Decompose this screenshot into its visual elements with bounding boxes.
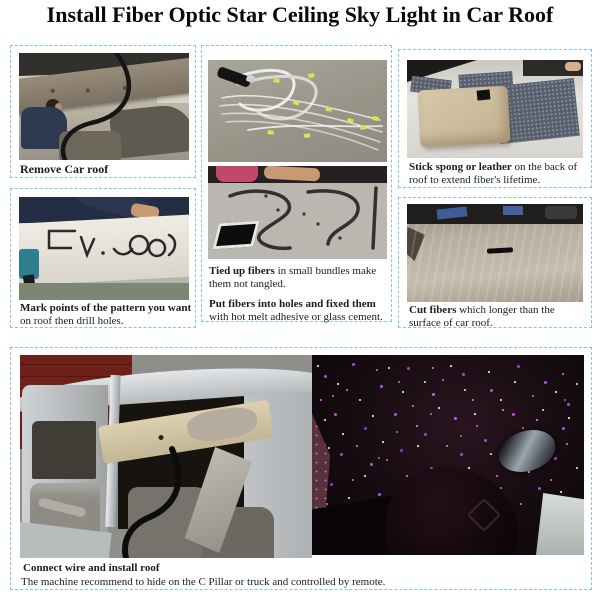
roof-hole-shape — [477, 89, 491, 100]
photo-cut-fibers — [407, 204, 583, 302]
caption-remove-roof: Remove Car roof — [20, 162, 109, 176]
shadow-wedge-shape — [407, 222, 437, 268]
star-dots-amber — [312, 355, 314, 357]
photo-mark-points — [19, 197, 189, 300]
caption-sponge-rest: on the back of roof to extend fiber's lifetime. — [409, 161, 578, 186]
photo-car-door-open — [20, 355, 312, 558]
caption-sponge-bold: Stick spong or leather — [409, 161, 512, 173]
window-shape — [536, 493, 584, 555]
caption-cut-bold: Cut fibers — [409, 304, 457, 316]
photo-fiber-bundle — [208, 60, 387, 162]
panel-fibers — [201, 45, 392, 322]
caption-mark-rest: on roof then drill holes. — [20, 314, 124, 327]
caption-put-fibers — [209, 298, 387, 323]
photo-glue-pattern — [208, 166, 387, 259]
glue-lines-shape — [208, 166, 387, 259]
hand-shape — [565, 62, 581, 71]
page-title: Install Fiber Optic Star Ceiling Sky Light in Car Roof — [46, 2, 554, 27]
photo-sponge — [407, 60, 583, 158]
caption-sponge — [409, 161, 585, 186]
photo-remove-roof — [19, 53, 189, 160]
photo-star-ceiling — [312, 355, 584, 555]
sponge-sheet-shape — [418, 86, 511, 148]
dome-light-shape — [493, 423, 561, 479]
caption-tied-rest: in small bundles make them not tangled. — [209, 265, 377, 290]
tool-shape — [545, 206, 577, 219]
door-seal-cable-shape — [19, 53, 189, 160]
caption-tied-bold: Tied up fibers — [209, 265, 275, 277]
panel-sponge — [398, 49, 592, 188]
floor-shape — [19, 283, 189, 300]
caption-mark-bold: Mark points of the pattern you want — [20, 302, 192, 314]
caption-put-rest: with hot melt adhesive or glass cement. — [209, 310, 383, 323]
caption-put-bold: Put fibers into holes and fixed them — [209, 298, 376, 310]
caption-tied-fibers — [209, 265, 387, 290]
roof-slot-shape — [487, 247, 513, 253]
wire-cable-shape — [20, 355, 312, 558]
caption-cut-fibers — [409, 304, 585, 329]
fiber-strands-shape — [208, 60, 387, 162]
caption-install-title: Connect wire and install roof — [23, 562, 160, 574]
panel-remove-roof — [10, 45, 196, 178]
caption-cut-rest: which longer than the surface of car roof. — [409, 304, 555, 329]
panel-install — [10, 347, 592, 590]
headrest-shape — [386, 467, 518, 555]
tool-shape — [503, 206, 523, 215]
caption-mark-points — [20, 302, 192, 327]
panel-cut-fibers — [398, 197, 592, 328]
caption-install-detail: The machine recommend to hide on the C Pillar or truck and controlled by remote. — [21, 576, 386, 588]
panel-mark-points — [10, 188, 196, 328]
